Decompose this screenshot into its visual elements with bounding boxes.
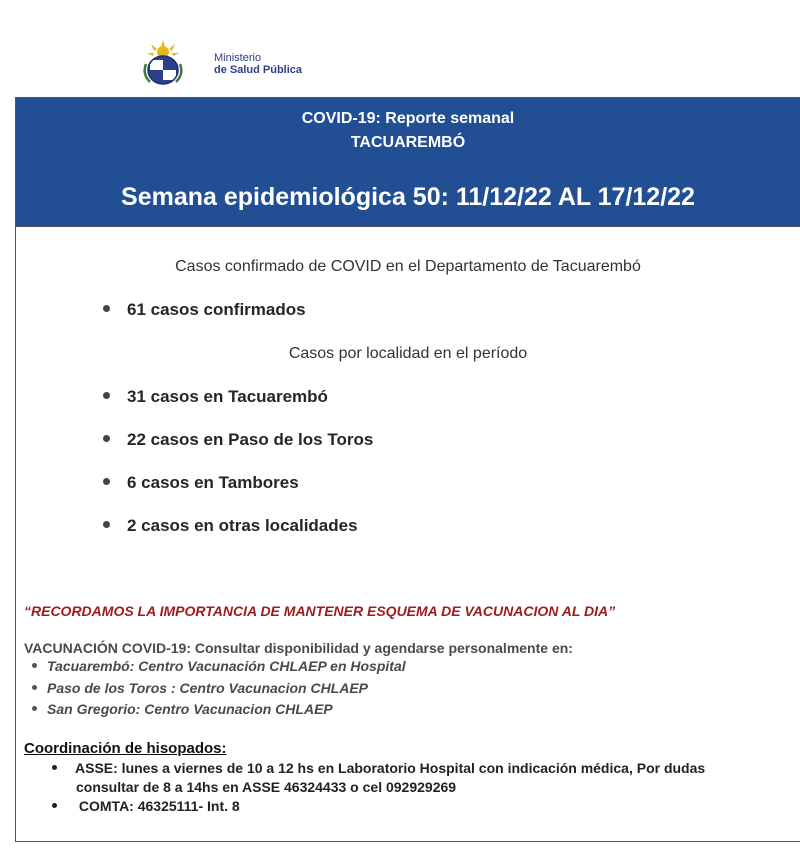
locality-cases: 31 casos en Tacuarembó — [127, 387, 328, 406]
list-item — [32, 680, 368, 696]
uruguay-coat-of-arms-icon — [138, 38, 188, 88]
locality-cases: 6 casos en Tambores — [127, 473, 299, 492]
vaccination-center: Tacuarembó: Centro Vacunación CHLAEP en Hospital — [47, 658, 406, 674]
ministry-line-1: Ministerio — [214, 52, 262, 64]
ministry-line-2: de Salud Pública — [214, 64, 303, 76]
report-title: COVID-19: Reporte semanal — [301, 110, 515, 127]
bullet-icon — [32, 685, 37, 690]
list-item — [32, 701, 333, 717]
list-item — [52, 798, 240, 814]
locality-cases: 22 casos en Paso de los Toros — [127, 430, 374, 449]
swab-comta-info: COMTA: 46325111- Int. 8 — [75, 798, 240, 814]
list-item — [52, 760, 705, 776]
bullet-icon — [32, 663, 37, 668]
by-locality-title: Casos por localidad en el período — [288, 345, 528, 362]
header — [0, 0, 800, 97]
list-item — [103, 430, 373, 450]
swab-asse-info: ASSE: lunes a viernes de 10 a 12 hs en Laboratorio Hospital con indicación médica, Por dudas — [75, 760, 706, 776]
confirmed-cases-text: 61 casos confirmados — [127, 300, 306, 319]
list-item — [103, 516, 358, 536]
bullet-icon — [52, 803, 57, 808]
vaccination-center: Paso de los Toros : Centro Vacunacion CHLAEP — [47, 680, 369, 696]
cases-intro: Casos confirmado de COVID en el Departamento de Tacuarembó — [175, 258, 641, 275]
swab-asse-contact: consultar de 8 a 14hs en ASSE 46324433 o cel 092929269 — [76, 779, 457, 795]
bullet-icon — [103, 305, 110, 312]
vaccination-center: San Gregorio: Centro Vacunacion CHLAEP — [47, 701, 333, 717]
bullet-icon — [32, 706, 37, 711]
locality-cases: 2 casos en otras localidades — [127, 516, 358, 535]
list-item — [103, 473, 299, 493]
vaccination-reminder: “RECORDAMOS LA IMPORTANCIA DE MANTENER ESQUEMA DE VACUNACION AL DIA” — [24, 603, 616, 619]
vaccination-title: VACUNACIÓN COVID-19: Consultar disponibilidad y agendarse personalmente en: — [24, 640, 573, 656]
swabs-title: Coordinación de hisopados: — [24, 740, 227, 757]
list-item — [32, 658, 406, 674]
bullet-icon — [103, 435, 110, 442]
bullet-icon — [103, 392, 110, 399]
list-item — [103, 387, 328, 407]
bullet-icon — [103, 478, 110, 485]
bullet-icon — [103, 521, 110, 528]
epi-week-title: Semana epidemiológica 50: 11/12/22 AL 17/12/22 — [121, 183, 695, 211]
ministry-name — [214, 52, 302, 76]
confirmed-cases — [103, 300, 306, 320]
bullet-icon — [52, 765, 57, 770]
report-banner — [16, 98, 800, 227]
department-name: TACUAREMBÓ — [350, 134, 466, 151]
